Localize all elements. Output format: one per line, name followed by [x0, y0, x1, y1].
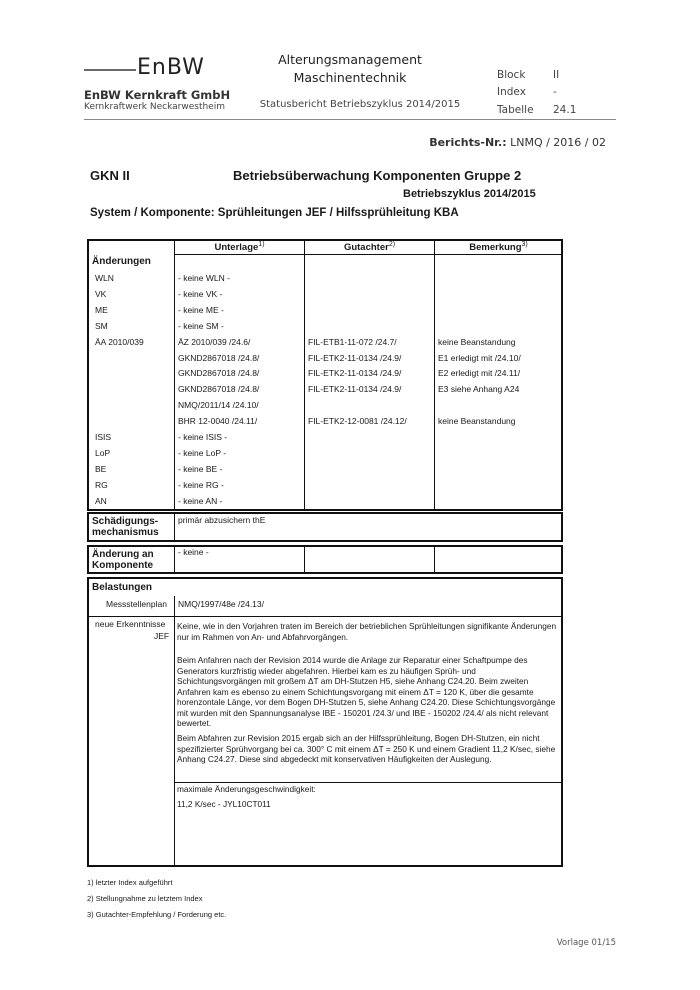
row-label: ISIS: [95, 432, 112, 442]
row-unterlage: NMQ/2011/14 /24.10/: [178, 400, 259, 411]
footnote-1: 1) letzter Index aufgeführt: [87, 878, 173, 887]
row-label: ÄA 2010/039: [95, 336, 144, 347]
row-bemerkung: E2 erledigt mit /24.11/: [438, 368, 521, 379]
plant-code: GKN II: [90, 168, 130, 183]
belastungen-title: Belastungen: [92, 582, 153, 593]
row-label: RG: [95, 479, 108, 490]
row-unterlage: - keine ISIS -: [178, 432, 228, 442]
komponente-divider-3: [434, 546, 435, 573]
row-unterlage: - keine WLN -: [178, 273, 230, 283]
max-rate-value: 11,2 K/sec - JYL10CT011: [177, 799, 271, 809]
footnote-2: 2) Stellungnahme zu letztem Index: [87, 894, 203, 903]
row-unterlage: - keine VK -: [178, 288, 223, 299]
row-unterlage: GKND2867018 /24.8/: [178, 384, 260, 395]
row-gutachter: FIL-ETK2-11-0134 /24.9/: [308, 384, 402, 395]
row-unterlage: GKND2867018 /24.8/: [178, 352, 260, 363]
row-unterlage: - keine RG -: [178, 479, 224, 490]
row-label: ME: [95, 304, 108, 315]
row-unterlage: - keine BE -: [178, 463, 223, 474]
schaedigung-divider: [174, 513, 175, 541]
erkenntnisse-paragraph-2: Beim Anfahren nach der Revision 2014 wurde die Anlage zur Reparatur einer Schaftpumpe des Generators kurzfristig wieder abgefahren. Hierbei kam es zu häufigen Sprüh- und Schichtungsvorgängen mit großem ΔT am DH-Stutzen H5, siehe Anhang C24.20. Beim zweiten Anfahren kam es ebenso zu einem Schichtungsvorgang mit einem ΔT = 120 K, über die gesamte horenzontale Länge, vor dem Bogen DH-Stutzen 5, siehe Anhang C24.20. Diese Schichtungsvorgänge mit wurden mit den Spannungsanalyse IBE - 150201 /24.3/ und IBE - 150202 /24.4/ als nicht relevant bewertet.: [177, 655, 556, 728]
col-divider-2: [304, 240, 305, 510]
col-header-gutachter: Gutachter$^{2)}$: [343, 241, 396, 254]
row-gutachter: FIL-ETK2-12-0081 /24.12/: [308, 416, 407, 427]
template-version: Vorlage 01/15: [556, 938, 616, 948]
enbw-logo: EnBW: [137, 55, 205, 80]
row-label: VK: [95, 288, 107, 299]
row-unterlage: BHR 12-0040 /24.11/: [178, 416, 258, 427]
erkenntnisse-paragraph-3: Beim Abfahren zur Revision 2015 ergab sich an der Hilfssprühleitung, Bogen DH-Stutzen, ein nicht spezifizierter Sprühvorgang bei ca. 300° C mit einem ΔT = 250 K und einem Gradient 11,2 K/sec, siehe Anhang C24.27. Diese sind abgedeckt mit konservativen Häufigkeiten der Auslegung.: [177, 733, 556, 764]
row-bemerkung: E3 siehe Anhang A24: [438, 384, 520, 395]
header-title-line1: Alterungsmanagement: [278, 52, 422, 67]
meta-block-value: II: [553, 69, 560, 81]
row-gutachter: FIL-ETB1-11-072 /24.7/: [308, 336, 397, 347]
logo-line: [84, 69, 136, 71]
aenderungen-title: Änderungen: [92, 256, 151, 267]
row-unterlage: ÄZ 2010/039 /24.6/: [178, 336, 251, 347]
schaedigung-title: Schädigungs- mechanismus: [92, 516, 159, 538]
report-value: LNMQ / 2016 / 02: [510, 136, 606, 149]
aenderung-komponente-title: Änderung an Komponente: [92, 549, 154, 571]
header-divider: [174, 254, 562, 255]
meta-index-value: -: [553, 86, 557, 98]
row-unterlage: - keine LoP -: [178, 447, 227, 458]
max-rate-label: maximale Änderungsgeschwindigkeit:: [177, 784, 316, 794]
meta-tabelle-value: 24.1: [553, 104, 577, 116]
doc-system: System / Komponente: Sprühleitungen JEF / Hilfssprühleitung KBA: [90, 207, 459, 219]
report-number: [429, 136, 606, 149]
erkenntnisse-paragraph-1: Keine, wie in den Vorjahren traten im Bereich der betrieblichen Sprühleitungen signifikante Änderungen nur im Rahmen von An- und Abfahrvorgängen.: [177, 621, 557, 642]
header-rule: [84, 119, 616, 120]
row-unterlage: - keine AN -: [178, 495, 223, 506]
row-unterlage: - keine SM -: [178, 320, 224, 331]
company-name: EnBW Kernkraft GmbH: [84, 88, 231, 102]
col-divider-3: [434, 240, 435, 510]
erkenntnisse-label: neue Erkenntnisse: [95, 619, 166, 629]
col-header-bemerkung: Bemerkung$^{3)}$: [469, 241, 528, 254]
komponente-divider-2: [304, 546, 305, 573]
row-unterlage: - keine ME -: [178, 304, 224, 315]
komponente-divider-1: [174, 546, 175, 573]
report-label: Berichts-Nr.:: [429, 136, 507, 149]
meta-block-label: Block: [497, 69, 526, 81]
messstellen-label: Messstellenplan: [106, 599, 167, 609]
messstellen-value: NMQ/1997/48e /24.13/: [178, 599, 265, 609]
row-label: WLN: [95, 273, 114, 283]
row-label: BE: [95, 463, 107, 474]
aenderung-komponente-value: - keine -: [178, 547, 209, 557]
meta-tabelle-label: Tabelle: [497, 104, 534, 116]
plant-name: Kernkraftwerk Neckarwestheim: [84, 102, 225, 112]
meta-index-label: Index: [497, 86, 526, 98]
row-gutachter: FIL-ETK2-11-0134 /24.9/: [308, 352, 402, 363]
col-divider-1: [174, 240, 175, 510]
row-label: AN: [95, 495, 107, 506]
row-bemerkung: keine Beanstandung: [438, 416, 516, 427]
footnote-3: 3) Gutachter-Empfehlung / Forderung etc.: [87, 910, 227, 919]
row-bemerkung: keine Beanstandung: [438, 336, 516, 347]
row-unterlage: GKND2867018 /24.8/: [178, 368, 260, 379]
row-label: SM: [95, 320, 108, 331]
max-divider: [174, 782, 562, 783]
col-header-unterlage: Unterlage$^{1)}$: [214, 241, 265, 254]
aenderung-komponente-table: [87, 545, 563, 574]
row-bemerkung: E1 erledigt mit /24.10/: [438, 352, 521, 363]
row-label: LoP: [95, 447, 111, 458]
belastungen-divider: [174, 596, 175, 866]
row-gutachter: FIL-ETK2-11-0134 /24.9/: [308, 368, 402, 379]
doc-cycle: Betriebszyklus 2014/2015: [403, 188, 536, 200]
doc-heading: Betriebsüberwachung Komponenten Gruppe 2: [233, 168, 522, 183]
header-subtitle: Statusbericht Betriebszyklus 2014/2015: [259, 99, 461, 110]
header-title-line2: Maschinentechnik: [293, 70, 407, 85]
erkenntnisse-sub-label: JEF: [154, 631, 170, 641]
schaedigung-value: primär abzusichern thE: [178, 515, 266, 525]
